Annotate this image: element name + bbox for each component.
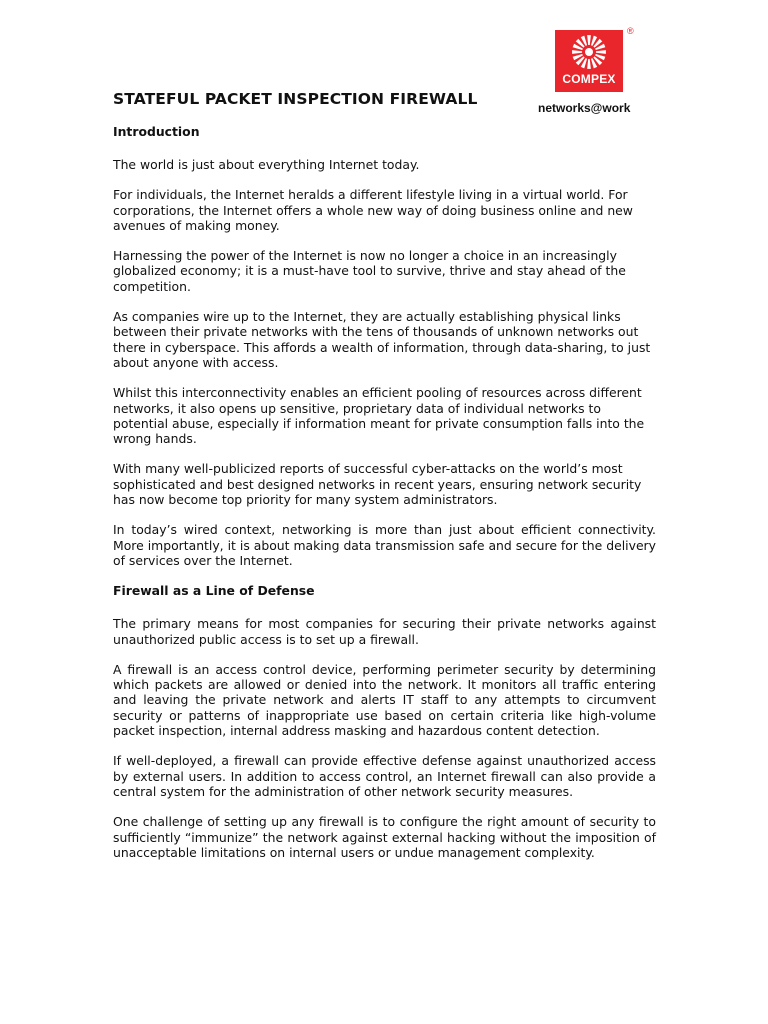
paragraph: Harnessing the power of the Internet is now no longer a choice in an increasingly globalized economy; it is a must-have tool to survive, thrive and stay ahead of the competition. [113, 248, 626, 294]
paragraph: The primary means for most companies for securing their private networks against unauthorized public access is to set up a firewall. [113, 616, 656, 647]
sunburst-ray [596, 50, 606, 54]
paragraph: In today’s wired context, networking is more than just about efficient connectivity. More importantly, it is about making data transmission safe and secure for the delivery of services over the Internet. [113, 522, 656, 568]
compex-logo-mark [555, 30, 623, 92]
paragraph: If well-deployed, a firewall can provide effective defense against unauthorized access by external users. In addition to access control, an Internet firewall can also provide a central system for the administration of other network security measures. [113, 753, 656, 799]
logo-brand-text: COMPEX [562, 72, 616, 86]
sunburst-ray [572, 50, 582, 54]
paragraph: With many well-publicized reports of successful cyber-attacks on the world’s most sophisticated and best designed networks in recent years, ensuring network security has now become top priority for many system administrators. [113, 461, 642, 508]
document-body [113, 124, 656, 875]
sunburst-center [585, 48, 593, 56]
compex-logo [534, 26, 644, 118]
sunburst-ray [587, 59, 591, 69]
paragraph: The world is just about everything Internet today. [113, 157, 420, 172]
section-heading-firewall-defense: Firewall as a Line of Defense [113, 583, 315, 599]
paragraph: For individuals, the Internet heralds a different lifestyle living in a virtual world. For corporations, the Internet offers a whole new way of doing business online and new avenues of making money. [113, 187, 633, 233]
paragraph: A firewall is an access control device, performing perimeter security by determining which packets are allowed or denied into the network. It monitors all traffic entering and leaving the private network and alerts IT staff to any attempts to circumvent security or patterns of inappropriate use based on certain criteria like high-volume packet inspection, internal address masking and hazardous content detection. [113, 661, 656, 739]
document-title: STATEFUL PACKET INSPECTION FIREWALL [113, 90, 478, 108]
logo-tagline: networks@work [538, 101, 631, 115]
paragraph: Whilst this interconnectivity enables an efficient pooling of resources across different networks, it also opens up sensitive, proprietary data of individual networks to potential abuse, especially if information meant for private consumption falls into the wrong hands. [113, 385, 645, 447]
paragraph: One challenge of setting up any firewall is to configure the right amount of security to sufficiently “immunize” the network against external hacking without the imposition of unacceptable limitations on internal users or undue management complexity. [113, 814, 656, 860]
registered-mark: ® [627, 26, 634, 36]
paragraph: As companies wire up to the Internet, they are actually establishing physical links between their private networks with the tens of thousands of unknown networks out there in cyberspace. This affords a wealth of information, through data-sharing, to just about anyone with access. [113, 309, 651, 370]
section-heading-introduction: Introduction [113, 124, 200, 139]
sunburst-ray [587, 35, 591, 45]
